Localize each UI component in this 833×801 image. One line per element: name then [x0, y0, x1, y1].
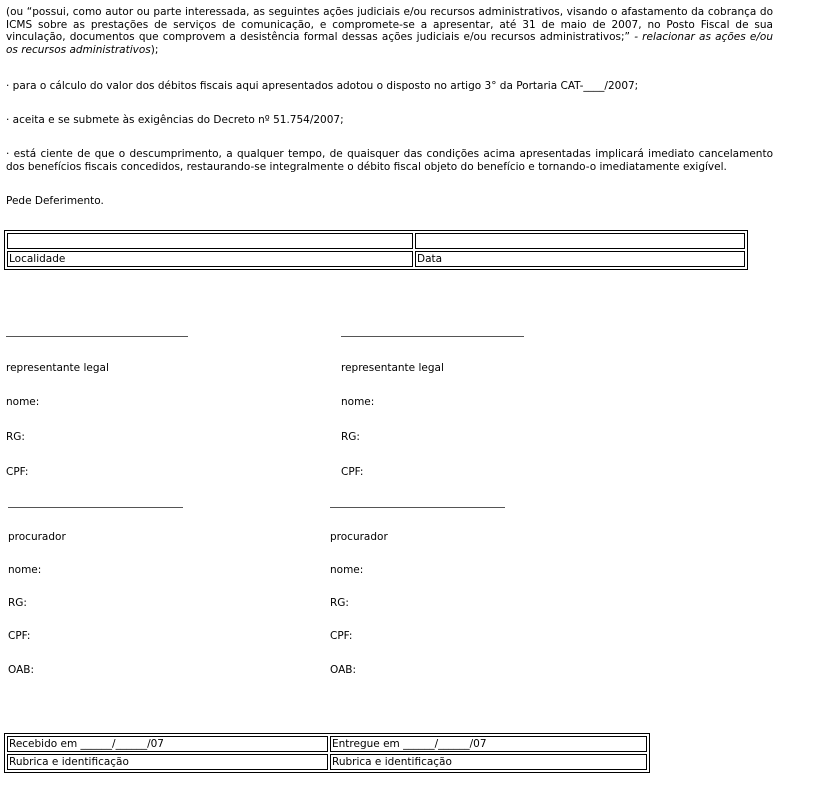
signature-line-rep-1: [6, 336, 188, 337]
locality-label: Localidade: [7, 251, 413, 267]
intro-clause-close: );: [150, 43, 159, 56]
attorney-2-title: procurador: [330, 531, 388, 543]
signature-line-rep-2: [341, 336, 524, 337]
attorney-2-name: nome:: [330, 564, 364, 576]
attorney-2-cpf: CPF:: [330, 630, 353, 642]
intro-clause-note: - relacionar as ações e/ou os recursos administrativos: [6, 31, 773, 56]
attorney-1-cpf: CPF:: [8, 630, 31, 642]
rep-2-title: representante legal: [341, 362, 444, 374]
signature-line-attorney-2: [330, 507, 505, 508]
attorney-2-oab: OAB:: [330, 664, 357, 676]
rep-1-rg: RG:: [6, 431, 25, 443]
received-date[interactable]: Recebido em ______/______/07: [7, 736, 328, 752]
aware-clause: · está ciente de que o descumprimento, a qualquer tempo, de quaisquer das condições acima apresentadas implicará imediato cancelamento dos benefícios fiscais concedidos, restaurando-se integralmente o débito fiscal objeto do benefício e tornando-o imediatamente exigível.: [6, 148, 773, 173]
attorney-1-rg: RG:: [8, 597, 27, 609]
intro-clause-text: (ou “possui, como autor ou parte interessada, as seguintes ações judiciais e/ou recursos administrativos, visando o afastamento da cobrança do ICMS sobre as prestações de serviços de comunicação, e compromete-se a apresentar, até 31 de maio de 2007, no Posto Fiscal de sua vinculação, documentos que comprovem a desistência formal dessas ações judiciais e/ou recursos administrativos;”: [6, 6, 773, 43]
attorney-1-name: nome:: [8, 564, 42, 576]
received-signature[interactable]: Rubrica e identificação: [7, 754, 328, 770]
receipt-table: [4, 733, 650, 773]
intro-clause: [6, 6, 773, 56]
attorney-2-rg: RG:: [330, 597, 349, 609]
rep-2-rg: RG:: [341, 431, 360, 443]
closing-line: Pede Deferimento.: [6, 195, 104, 207]
delivered-signature[interactable]: Rubrica e identificação: [330, 754, 647, 770]
rep-2-cpf: CPF:: [341, 466, 364, 478]
rep-1-cpf: CPF:: [6, 466, 29, 478]
attorney-1-oab: OAB:: [8, 664, 35, 676]
rep-1-title: representante legal: [6, 362, 109, 374]
attorney-1-title: procurador: [8, 531, 66, 543]
signature-line-attorney-1: [8, 507, 183, 508]
date-label: Data: [415, 251, 745, 267]
date-field[interactable]: [415, 233, 745, 249]
locality-field[interactable]: [7, 233, 413, 249]
decree-clause: · aceita e se submete às exigências do Decreto nº 51.754/2007;: [6, 114, 344, 126]
delivered-date[interactable]: Entregue em ______/______/07: [330, 736, 647, 752]
calc-clause: · para o cálculo do valor dos débitos fiscais aqui apresentados adotou o disposto no artigo 3° da Portaria CAT-____/2007;: [6, 80, 639, 92]
place-date-table: [4, 230, 748, 270]
rep-1-name: nome:: [6, 396, 40, 408]
rep-2-name: nome:: [341, 396, 375, 408]
